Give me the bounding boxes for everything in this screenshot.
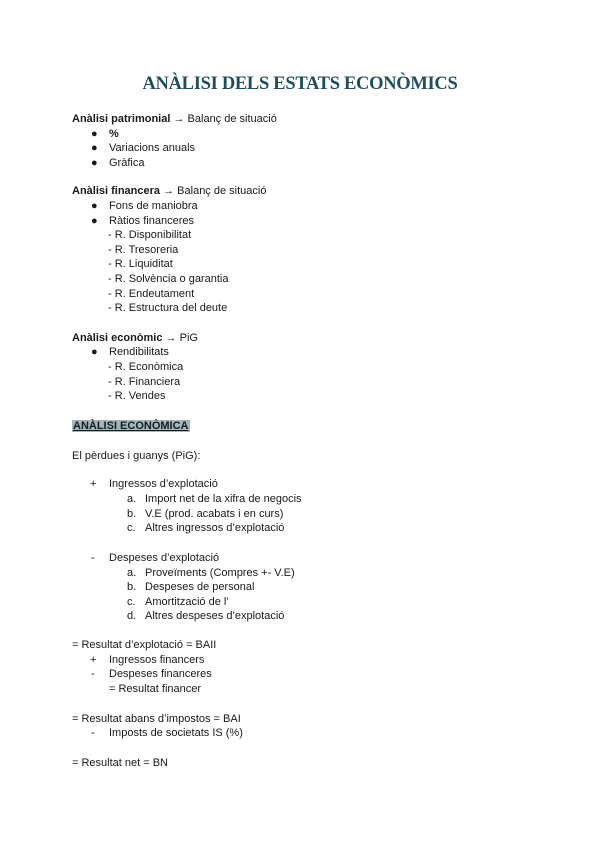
bullet-icon: ● (91, 157, 98, 169)
financera-label: Anàlisi financera (72, 185, 161, 197)
despeses-label: Despeses d’explotació (109, 552, 220, 564)
list-subitem: - R. Estructura del deute (108, 302, 228, 314)
economic-label: Anàlisi econòmic (72, 332, 163, 344)
bullet-icon: ● (91, 215, 98, 227)
list-item: Despeses financeres (109, 668, 212, 680)
list-letter: b. (127, 508, 137, 520)
bullet-icon: ● (91, 200, 98, 212)
minus-sign: - (91, 727, 95, 739)
list-subitem: - R. Endeutament (108, 288, 195, 300)
arrow-icon: → (173, 113, 185, 125)
list-letter: a. (127, 493, 137, 505)
economic-line (72, 331, 198, 345)
bullet-icon: ● (91, 142, 98, 154)
list-item: Imposts de societats IS (%) (109, 727, 243, 739)
list-letter: c. (127, 596, 136, 608)
result-net: = Resultat net = BN (72, 757, 168, 769)
financera-line (72, 184, 266, 198)
list-item: Altres despeses d’explotació (145, 610, 285, 622)
arrow-icon: → (165, 332, 177, 344)
list-item: Fons de maniobra (109, 200, 198, 212)
list-subitem: - R. Liquiditat (108, 258, 173, 270)
patrimonial-line (72, 112, 277, 126)
list-item: Altres ingressos d’explotació (145, 522, 285, 534)
section-heading (72, 419, 190, 433)
plus-sign: + (90, 654, 97, 666)
patrimonial-label: Anàlisi patrimonial (72, 113, 171, 125)
list-subitem: - R. Financiera (108, 376, 181, 388)
bullet-icon: ● (91, 128, 98, 140)
list-subitem: - R. Econòmica (108, 361, 184, 373)
section-intro: El pèrdues i guanys (PiG): (72, 450, 201, 462)
list-item: Import net de la xifra de negocis (145, 493, 302, 505)
section-heading-text: ANÀLISI ECONÒMICA (73, 420, 189, 432)
list-item: Rendibilitats (109, 346, 169, 358)
list-item: V.E (prod. acabats i en curs) (145, 508, 284, 520)
list-item: Ingressos financers (109, 654, 205, 666)
list-item: % (109, 128, 119, 140)
list-letter: b. (127, 581, 137, 593)
page-title: ANÀLISI DELS ESTATS ECONÒMICS (142, 74, 458, 94)
minus-sign: - (91, 552, 95, 564)
list-item: Variacions anuals (109, 142, 196, 154)
list-item: Ràtios financeres (109, 215, 194, 227)
list-subitem: - R. Tresoreria (108, 244, 179, 256)
plus-sign: + (90, 478, 97, 490)
list-item: Despeses de personal (145, 581, 255, 593)
list-letter: d. (127, 610, 137, 622)
economic-target: PiG (179, 332, 198, 344)
bullet-icon: ● (91, 346, 98, 358)
list-item: Amortització de l’ (145, 596, 229, 608)
list-item: Proveïments (Compres +- V.E) (145, 567, 295, 579)
ingressos-label: Ingressos d’explotació (109, 478, 218, 490)
minus-sign: - (91, 668, 95, 680)
result-bai: = Resultat abans d’impostos = BAI (72, 713, 241, 725)
patrimonial-target: Balanç de situació (187, 113, 277, 125)
list-letter: c. (127, 522, 136, 534)
list-item: Gràfica (109, 157, 145, 169)
list-subitem: - R. Vendes (108, 390, 166, 402)
result-baii: = Resultat d’explotació = BAII (72, 639, 217, 651)
list-subitem: - R. Disponibilitat (108, 229, 192, 241)
arrow-icon: → (163, 185, 175, 197)
financera-target: Balanç de situació (177, 185, 267, 197)
list-letter: a. (127, 567, 137, 579)
result-financer: = Resultat financer (109, 683, 202, 695)
list-subitem: - R. Solvència o garantia (108, 273, 229, 285)
